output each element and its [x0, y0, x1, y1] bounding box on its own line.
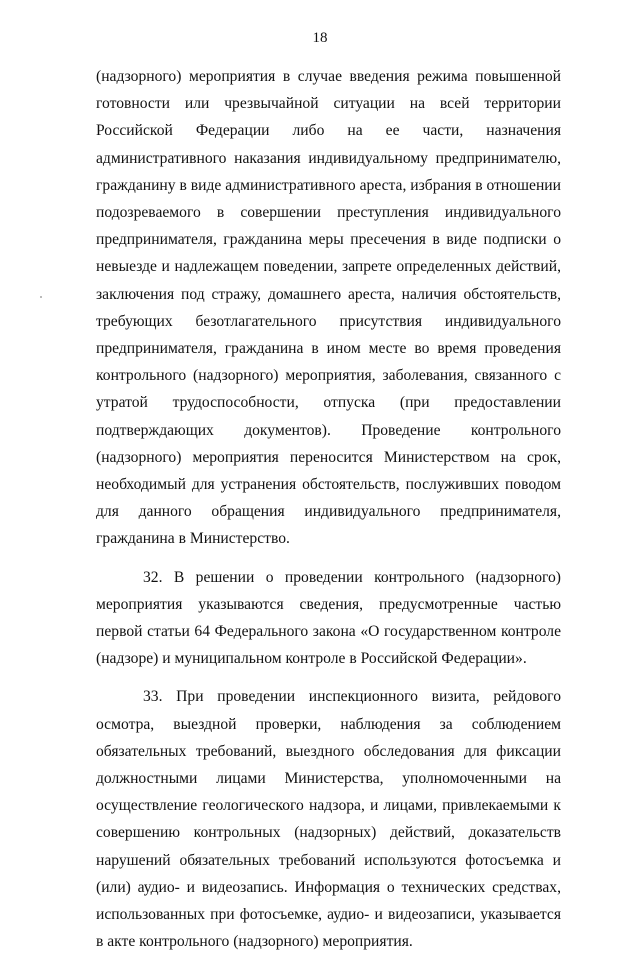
paragraph-33: 33. При проведении инспекционного визита, рейдового осмотра, выездной проверки, наблюдения за соблюдением обязательных требований, выездного обследования для фиксации должностными лицами Министерства, уполномоченными на осуществление геологического надзора, и лицами, привлекаемыми к совершению контрольных (надзорных) действий, доказательств нарушений обязательных требований используются фотосъемка и (или) аудио- и видеозапись. Информация о технических средствах, использованных при фотосъемке, аудио- и видеозаписи, указывается в акте контрольного (надзорного) мероприятия.	[96, 688, 561, 951]
page-number: 18	[312, 30, 328, 46]
paragraph-continuation: (надзорного) мероприятия в случае введения режима повышенной готовности или чрезвычайной ситуации на всей территории Российской Федерации либо на ее части, назначения административного наказания индивидуальному предпринимателю, гражданину в виде административного ареста, избрания в отношении подозреваемого в совершении преступления индивидуального предпринимателя, гражданина меры пресечения в виде подписки о невыезде и надлежащем поведении, запрете определенных действий, заключения под стражу, домашнего ареста, наличия обстоятельств, требующих безотлагательного присутствия индивидуального предпринимателя, гражданина в ином месте во время проведения контрольного (надзорного) мероприятия, заболевания, связанного с утратой трудоспособности, отпуска (при предоставлении подтверждающих документов). Проведение контрольного (надзорного) мероприятия переносится Министерством на срок, необходимый для устранения обстоятельств, послуживших поводом для данного обращения индивидуального предпринимателя, гражданина в Министерство.	[96, 68, 561, 548]
paragraph-32: 32. В решении о проведении контрольного (надзорного) мероприятия указываются сведения, предусмотренные частью первой статьи 64 Федерального закона «О государственном контроле (надзоре) и муниципальном контроле в Российской Федерации».	[96, 568, 561, 668]
document-body	[96, 63, 561, 956]
scan-mark	[40, 296, 42, 298]
